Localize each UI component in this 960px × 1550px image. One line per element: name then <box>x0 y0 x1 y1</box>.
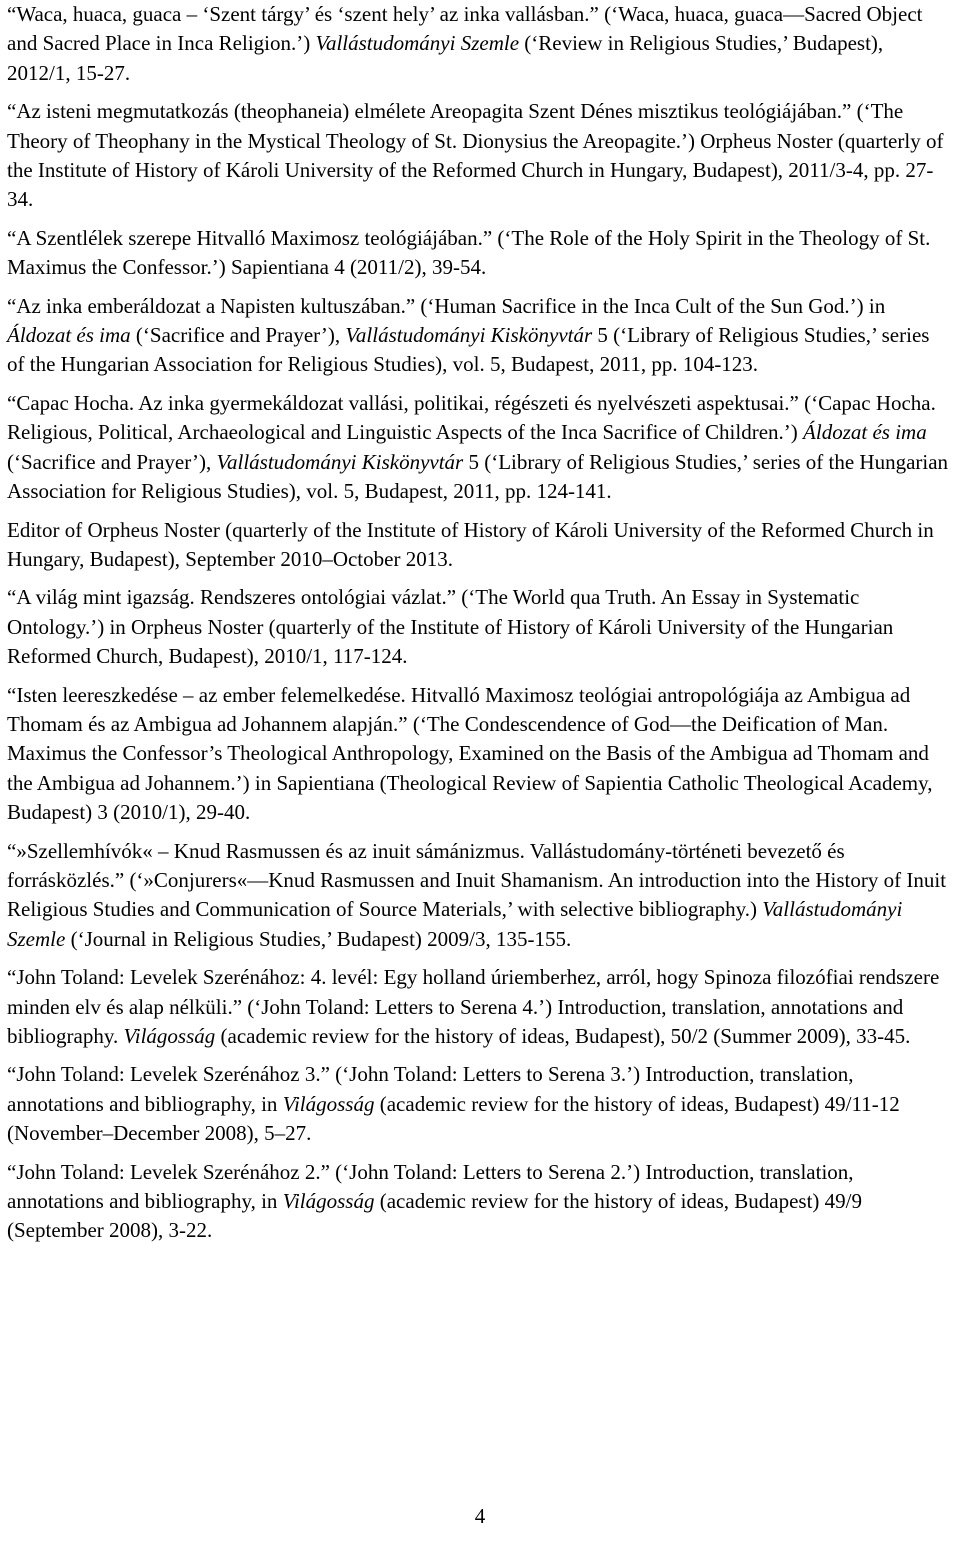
publication-text: (academic review for the history of ideas, Budapest) 49/11-12 (November–December 2008), 5–27. <box>7 1091 900 1146</box>
publication-entry <box>7 963 950 1051</box>
publication-title-italic: Világosság <box>123 1024 216 1048</box>
publication-title-italic: Vallástudományi Kiskönyvtár <box>216 449 464 474</box>
publication-title-italic: Vallástudományi Szemle <box>315 31 520 56</box>
publication-text: “John Toland: Levelek Szerénához 3.” (‘John Toland: Letters to Serena 3.’) Introduction, translation, annotations and bibliography, in <box>7 1062 854 1116</box>
publication-text: Editor of Orpheus Noster (quarterly of the Institute of History of Károli University of the Reformed Church in Hungary, Budapest), September 2010–October 2013. <box>7 517 934 571</box>
publication-entry <box>7 1060 950 1148</box>
publication-entry <box>7 97 950 215</box>
publication-text: (‘Review in Religious Studies,’ Budapest), 2012/1, 15-27. <box>7 31 884 85</box>
publication-text: (‘Sacrifice and Prayer’), <box>130 323 346 348</box>
publication-text: “»Szellemhívók« – Knud Rasmussen és az inuit sámánizmus. Vallástudomány-történeti bevezető és forrásközlés.” (‘»Conjurers«—Knud Rasmussen and Inuit Shamanism. An introduction into the History of Inuit Religious Studies and Communication of Source Materials,’ with selective bibliography.) <box>7 838 947 922</box>
publication-text: “Capac Hocha. Az inka gyermekáldozat vallási, politikai, régészeti és nyelvészeti aspektusai.” (‘Capac Hocha. Religious, Political, Archaeological and Linguistic Aspects of the Inca Sacrifice of Children.’) <box>7 390 936 445</box>
publication-entry <box>7 837 950 955</box>
publication-title-italic: Áldozat és ima <box>803 420 927 445</box>
publication-title-italic: Világosság <box>282 1189 375 1214</box>
publication-entry <box>7 681 950 828</box>
publication-text: “Az isteni megmutatkozás (theophaneia) elmélete Areopagita Szent Dénes misztikus teológiájában.” (‘The Theory of Theophany in the Mystical Theology of St. Dionysius the Areopagite.’) Orpheus Noster (quarterly of the Institute of History of Károli University of the Reformed Church in Hungary, Budapest), 2011/3-4, pp. 27-34. <box>7 99 944 212</box>
publication-title-italic: Vallástudományi Kiskönyvtár <box>345 323 593 348</box>
publication-list <box>7 0 950 1255</box>
publication-text: “A világ mint igazság. Rendszeres ontológiai vázlat.” (‘The World qua Truth. An Essay in Systematic Ontology.’) in Orpheus Noster (quarterly of the Institute of History of Károli University of the Hungarian Reformed Church, Budapest), 2010/1, 117-124. <box>7 585 894 669</box>
publication-text: “Isten leereszkedése – az ember felemelkedése. Hitvalló Maximosz teológiai antropológiája az Ambigua ad Thomam és az Ambigua ad Johannem alapján.” (‘The Condescendence of God—the Deification of Man. Maximus the Confessor’s Theological Anthropology, Examined on the Basis of the Ambigua ad Thomam and the Ambigua ad Johannem.’) in Sapientiana (Theological Review of Sapientia Catholic Theological Academy, Budapest) 3 (2010/1), 29-40. <box>7 682 933 825</box>
publication-title-italic: Vallástudományi Szemle <box>7 897 903 951</box>
publication-text: “Az inka emberáldozat a Napisten kultuszában.” (‘Human Sacrifice in the Inca Cult of the Sun God.’) in <box>7 293 886 318</box>
publication-entry <box>7 292 950 380</box>
publication-title-italic: Világosság <box>282 1091 375 1116</box>
publication-text: “John Toland: Levelek Szerénához: 4. levél: Egy holland úriemberhez, arról, hogy Spinoza filozófiai rendszere minden elv és alap nélküli.” (‘John Toland: Letters to Serena 4.’) Introduction, translation, annotations and bibliography. <box>7 965 940 1048</box>
publication-text: (‘Journal in Religious Studies,’ Budapest) 2009/3, 135-155. <box>65 926 572 951</box>
publication-text: (academic review for the history of ideas, Budapest), 50/2 (Summer 2009), 33-45. <box>215 1024 911 1048</box>
publication-entry <box>7 516 950 575</box>
publication-title-italic: Áldozat és ima <box>7 323 131 348</box>
publication-text: “John Toland: Levelek Szerénához 2.” (‘John Toland: Letters to Serena 2.’) Introduction, translation, annotations and bibliography, in <box>7 1159 854 1214</box>
publication-text: (academic review for the history of ideas, Budapest) 49/9 (September 2008), 3-22. <box>7 1189 862 1243</box>
publication-text: 5 (‘Library of Religious Studies,’ series of the Hungarian Association for Religious Studies), vol. 5, Budapest, 2011, pp. 104-123. <box>7 323 930 377</box>
publication-entry <box>7 389 950 507</box>
publication-entry <box>7 583 950 671</box>
publication-entry <box>7 224 950 283</box>
publication-text: “Waca, huaca, guaca – ‘Szent tárgy’ és ‘szent hely’ az inka vallásban.” (‘Waca, huaca, guaca—Sacred Object and Sacred Place in Inca Religion.’) <box>7 2 923 56</box>
publication-text: “A Szentlélek szerepe Hitvalló Maximosz teológiájában.” (‘The Role of the Holy Spirit in the Theology of St. Maximus the Confessor.’) Sapientiana 4 (2011/2), 39-54. <box>7 225 931 280</box>
publication-text: (‘Sacrifice and Prayer’), <box>7 449 217 474</box>
publication-entry <box>7 1158 950 1246</box>
page-number: 4 <box>474 1504 486 1528</box>
publication-entry <box>7 0 950 88</box>
publication-text: 5 (‘Library of Religious Studies,’ series of the Hungarian Association for Religious Studies), vol. 5, Budapest, 2011, pp. 124-141. <box>7 449 949 504</box>
